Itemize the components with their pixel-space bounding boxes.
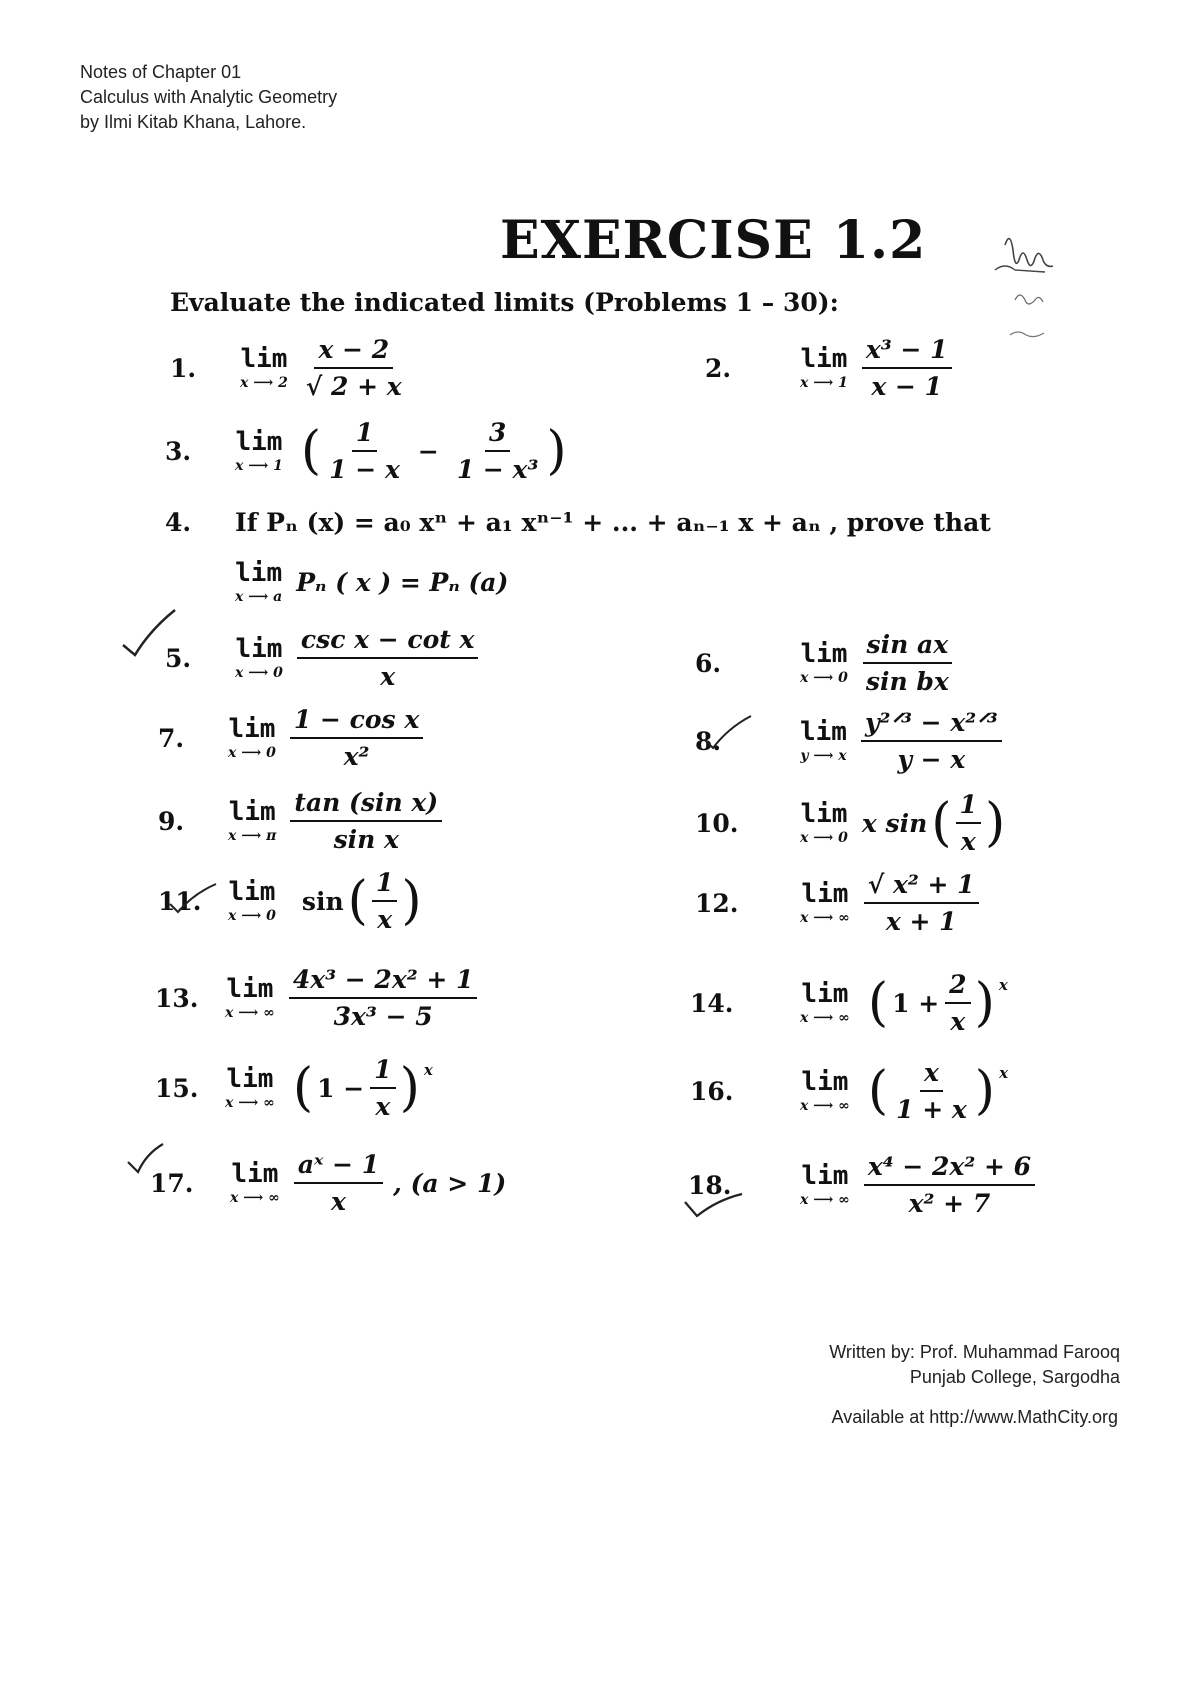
denominator: x²	[343, 742, 370, 771]
limit-operator	[225, 976, 275, 1020]
denominator: 1 − x	[329, 455, 400, 484]
problem-number: 18.	[688, 1170, 732, 1200]
lim-word: lim	[231, 1159, 279, 1189]
problem-15	[155, 1055, 433, 1121]
limit-expression: Pₙ ( x ) = Pₙ (a)	[296, 567, 509, 597]
checkmark-icon	[165, 880, 225, 920]
function-prefix: sin	[301, 886, 344, 916]
document-header	[80, 60, 337, 135]
close-paren: )	[401, 871, 422, 931]
checkmark-icon	[125, 1140, 170, 1185]
lim-word: lim	[235, 558, 283, 588]
problem-9	[158, 788, 442, 854]
fraction	[892, 1058, 971, 1124]
denominator: x	[375, 1092, 391, 1121]
function-prefix: 1 −	[317, 1073, 365, 1103]
limit-operator	[800, 881, 850, 925]
denominator: x − 1	[871, 372, 943, 401]
problem-number: 10.	[695, 808, 739, 838]
problem-5	[165, 625, 478, 691]
numerator: 4x³ − 2x² + 1	[289, 965, 478, 999]
problem-4-limit	[235, 560, 508, 604]
denominator: sin bx	[865, 667, 949, 696]
footer-college: Punjab College, Sargodha	[909, 1367, 1120, 1387]
lim-word: lim	[228, 797, 276, 827]
lim-word: lim	[228, 714, 276, 744]
problem-16	[690, 1058, 1008, 1124]
checkmark-icon	[700, 710, 760, 755]
limit-operator	[800, 801, 848, 845]
limit-operator	[235, 636, 283, 680]
condition: , (a > 1)	[393, 1168, 507, 1198]
problem-1	[170, 335, 406, 401]
limit-operator	[800, 719, 847, 763]
checkmark-icon	[118, 605, 198, 665]
lim-word: lim	[800, 639, 848, 669]
fraction	[294, 1150, 383, 1216]
lim-word: lim	[226, 974, 274, 1004]
numerator: aˣ − 1	[294, 1150, 383, 1184]
limit-operator	[800, 1163, 850, 1207]
numerator: x³ − 1	[862, 335, 952, 369]
lim-word: lim	[801, 979, 849, 1009]
lim-subscript: x ⟶ 0	[800, 670, 848, 686]
problem-6	[695, 630, 953, 696]
lim-word: lim	[226, 1064, 274, 1094]
open-paren: (	[931, 793, 952, 853]
close-paren: )	[984, 793, 1006, 853]
fraction	[297, 625, 479, 691]
lim-subscript: x ⟶ ∞	[225, 1095, 275, 1111]
numerator: 3	[485, 418, 510, 452]
function-prefix: 1 +	[892, 988, 940, 1018]
limit-operator	[800, 641, 848, 685]
problem-number: 17.	[150, 1168, 194, 1198]
footer-author: Written by: Prof. Muhammad Farooq	[829, 1342, 1120, 1362]
numerator: 2	[945, 970, 970, 1004]
problem-10	[695, 790, 1009, 856]
denominator: x² + 7	[908, 1189, 991, 1218]
exponent: x	[423, 1061, 433, 1079]
lim-word: lim	[235, 634, 283, 664]
lim-subscript: x ⟶ π	[228, 828, 277, 844]
denominator: x	[950, 1007, 966, 1036]
header-line-chapter: Notes of Chapter 01	[80, 62, 242, 82]
denominator: x	[377, 905, 393, 934]
denominator: √ 2 + x	[305, 372, 402, 401]
denominator: 3x³ − 5	[333, 1002, 433, 1031]
numerator: x	[920, 1058, 943, 1092]
numerator: y²ᐟ³ − x²ᐟ³	[861, 708, 1002, 742]
problem-2	[705, 335, 952, 401]
problem-number: 15.	[155, 1073, 199, 1103]
limit-operator	[235, 560, 282, 604]
lim-word: lim	[800, 717, 847, 747]
open-paren: (	[300, 421, 322, 481]
fraction	[290, 788, 442, 854]
denominator: sin x	[333, 825, 399, 854]
exponent: x	[999, 1064, 1009, 1082]
lim-word: lim	[801, 1067, 849, 1097]
fraction-second	[453, 418, 543, 484]
open-paren: (	[867, 1061, 889, 1121]
close-paren: )	[546, 421, 567, 481]
header-line-publisher: by Ilmi Kitab Khana, Lahore.	[80, 112, 307, 132]
numerator: √ x² + 1	[864, 870, 979, 904]
exponent: x	[998, 976, 1008, 994]
open-paren: (	[347, 871, 368, 931]
problem-3	[165, 418, 571, 484]
limit-operator	[240, 346, 288, 390]
fraction	[302, 335, 406, 401]
lim-word: lim	[235, 427, 283, 457]
fraction	[862, 630, 953, 696]
close-paren: )	[974, 973, 995, 1033]
denominator: x	[380, 662, 396, 691]
lim-word: lim	[800, 799, 848, 829]
lim-subscript: x ⟶ 0	[228, 745, 276, 761]
problem-13	[155, 965, 477, 1031]
denominator: x + 1	[885, 907, 957, 936]
limit-operator	[225, 1066, 275, 1110]
fraction	[289, 965, 478, 1031]
problem-number: 14.	[690, 988, 734, 1018]
fraction	[862, 335, 952, 401]
numerator: 1	[352, 418, 377, 452]
lim-subscript: x ⟶ ∞	[225, 1005, 275, 1021]
lim-subscript: x ⟶ ∞	[800, 1192, 850, 1208]
lim-subscript: x ⟶ ∞	[800, 1010, 850, 1026]
lim-subscript: x ⟶ 1	[800, 375, 848, 391]
problem-number: 16.	[690, 1076, 734, 1106]
exercise-title: EXERCISE 1.2	[500, 210, 927, 271]
footer-credits	[829, 1340, 1120, 1390]
problem-number: 5.	[165, 643, 192, 673]
limit-operator	[228, 716, 276, 760]
function-prefix: x sin	[861, 808, 928, 838]
denominator: y − x	[897, 745, 966, 774]
numerator: 1 − cos x	[290, 705, 423, 739]
lim-word: lim	[800, 344, 848, 374]
problem-number: 3.	[165, 436, 192, 466]
lim-word: lim	[801, 1161, 849, 1191]
limit-operator	[230, 1161, 280, 1205]
numerator: x⁴ − 2x² + 6	[864, 1152, 1035, 1186]
instruction-text: Evaluate the indicated limits (Problems 1 – 30):	[170, 288, 839, 317]
numerator: tan (sin x)	[290, 788, 442, 822]
lim-subscript: y ⟶ x	[800, 748, 847, 764]
lim-subscript: x ⟶ ∞	[800, 910, 850, 926]
fraction-first	[325, 418, 404, 484]
denominator: 1 + x	[896, 1095, 967, 1124]
minus-operator: −	[417, 436, 439, 466]
problem-4-statement: If Pₙ (x) = a₀ xⁿ + a₁ xⁿ⁻¹ + ... + aₙ₋₁ x + aₙ , prove that	[235, 508, 991, 537]
problem-7	[158, 705, 423, 771]
numerator: 1	[370, 1055, 395, 1089]
problem-12	[695, 870, 979, 936]
denominator: 1 − x³	[456, 455, 539, 484]
limit-operator	[235, 429, 283, 473]
numerator: 1	[956, 790, 981, 824]
lim-subscript: x ⟶ ∞	[800, 1098, 850, 1114]
lim-subscript: x ⟶ 0	[235, 665, 283, 681]
header-line-book: Calculus with Analytic Geometry	[80, 87, 338, 107]
close-paren: )	[399, 1058, 420, 1118]
lim-word: lim	[228, 877, 276, 907]
fraction	[372, 868, 397, 934]
fraction	[864, 870, 979, 936]
lim-word: lim	[801, 879, 849, 909]
limit-operator	[228, 879, 276, 923]
limit-operator	[800, 1069, 850, 1113]
numerator: x − 2	[314, 335, 393, 369]
lim-subscript: x ⟶ a	[235, 589, 283, 605]
problem-number: 7.	[158, 723, 185, 753]
open-paren: (	[867, 973, 889, 1033]
problem-number: 6.	[695, 648, 722, 678]
fraction	[956, 790, 981, 856]
problem-number: 4.	[165, 508, 192, 537]
lim-word: lim	[240, 344, 288, 374]
lim-subscript: x ⟶ 0	[228, 908, 276, 924]
footer-site: Available at http://www.MathCity.org	[831, 1407, 1118, 1427]
problem-number: 12.	[695, 888, 739, 918]
fraction	[864, 1152, 1035, 1218]
problem-14	[690, 970, 1008, 1036]
lim-subscript: x ⟶ ∞	[230, 1190, 280, 1206]
fraction	[290, 705, 423, 771]
lim-subscript: x ⟶ 0	[800, 830, 848, 846]
fraction	[370, 1055, 395, 1121]
limit-operator	[800, 981, 850, 1025]
lim-subscript: x ⟶ 1	[235, 458, 283, 474]
problem-number: 9.	[158, 806, 185, 836]
numerator: sin ax	[863, 630, 953, 664]
limit-operator	[800, 346, 848, 390]
denominator: x	[960, 827, 976, 856]
denominator: x	[331, 1187, 346, 1216]
checkmark-icon	[680, 1190, 750, 1225]
close-paren: )	[974, 1061, 996, 1121]
problem-number: 13.	[155, 983, 199, 1013]
problem-number: 1.	[170, 353, 197, 383]
problem-number: 11.	[158, 886, 202, 916]
problem-number: 2.	[705, 353, 732, 383]
numerator: 1	[372, 868, 397, 902]
fraction	[861, 708, 1002, 774]
problem-17	[150, 1150, 506, 1216]
problem-number: 8.	[695, 726, 722, 756]
handwritten-scribble	[985, 225, 1095, 355]
open-paren: (	[292, 1058, 314, 1118]
fraction	[945, 970, 970, 1036]
lim-subscript: x ⟶ 2	[240, 375, 288, 391]
limit-operator	[228, 799, 276, 843]
problem-4	[165, 508, 991, 537]
numerator: csc x − cot x	[297, 625, 479, 659]
